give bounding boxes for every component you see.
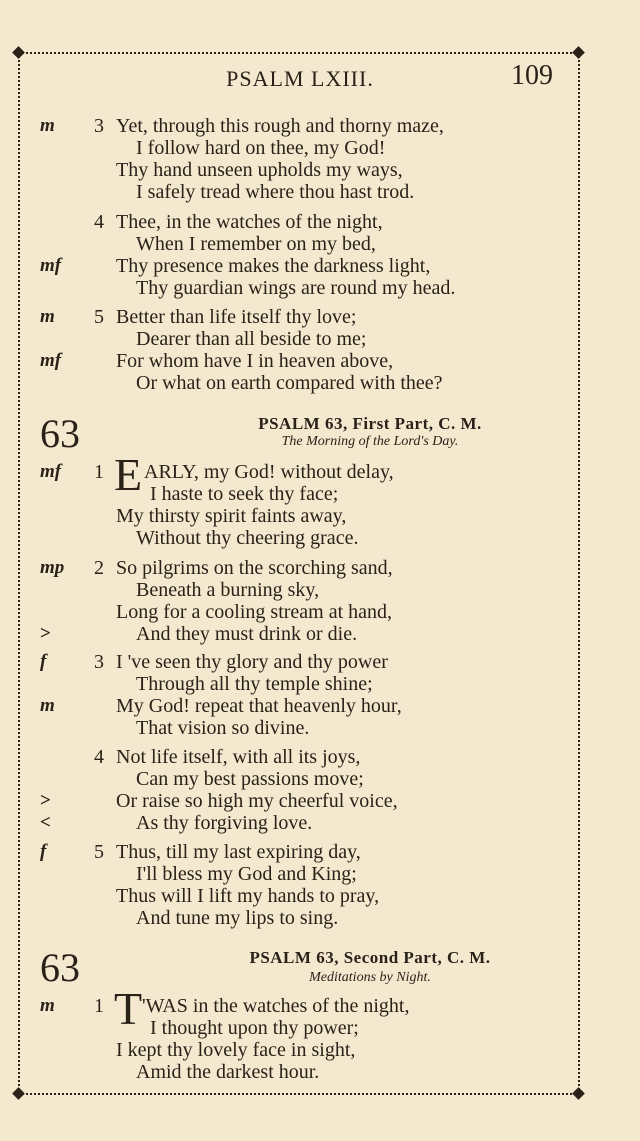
verse-line: I safely tread where thou hast trod. — [136, 181, 415, 203]
psalm-title: PSALM 63, Second Part, C. M. — [249, 948, 491, 967]
verse-line: Or what on earth compared with thee? — [136, 372, 443, 394]
verse-line: ARLY, my God! without delay, — [144, 461, 394, 483]
verse-line: And they must drink or die. — [136, 623, 358, 645]
corner-ornament-icon — [572, 46, 585, 59]
verse-line: So pilgrims on the scorching sand, — [116, 557, 393, 579]
verse-number: 4 — [94, 211, 104, 233]
verse-line: My thirsty spirit faints away, — [116, 505, 347, 527]
verse-number: 5 — [94, 841, 104, 863]
dynamic-marking: m — [40, 995, 55, 1016]
verse-line: Can my best passions move; — [136, 768, 364, 790]
verse-number: 1 — [94, 995, 104, 1017]
corner-ornament-icon — [12, 46, 25, 59]
verse-number: 4 — [94, 746, 104, 768]
page-title: PSALM LXIII. — [226, 66, 374, 91]
verse-line: Thus, till my last expiring day, — [116, 841, 361, 863]
verse-line: When I remember on my bed, — [136, 233, 376, 255]
right-border-rule — [578, 48, 580, 1098]
verse-line: Yet, through this rough and thorny maze, — [116, 115, 444, 137]
drop-cap: E — [114, 449, 143, 500]
dynamic-marking: m — [40, 115, 55, 136]
dynamic-marking: f — [40, 841, 47, 862]
verse-number: 3 — [94, 115, 104, 137]
dynamic-marking: > — [40, 623, 51, 644]
verse-line: Dearer than all beside to me; — [136, 328, 367, 350]
top-border-rule — [18, 52, 580, 54]
hymn-number: 63 — [40, 945, 80, 990]
verse-number: 2 — [94, 557, 104, 579]
corner-ornament-icon — [572, 1087, 585, 1100]
verse-line: Beneath a burning sky, — [136, 579, 320, 601]
verse-line: I follow hard on thee, my God! — [136, 137, 386, 159]
dynamic-marking: mf — [40, 461, 62, 482]
dynamic-marking: < — [40, 812, 51, 833]
verse-line: And tune my lips to sing. — [136, 907, 339, 929]
verse-line: I thought upon thy power; — [150, 1017, 359, 1039]
verse-line: Not life itself, with all its joys, — [116, 746, 361, 768]
verse-line: I 've seen thy glory and thy power — [116, 651, 388, 673]
verse-line: Thy guardian wings are round my head. — [136, 277, 456, 299]
verse-line: I haste to seek thy face; — [150, 483, 339, 505]
verse-line: Thy hand unseen upholds my ways, — [116, 159, 403, 181]
dynamic-marking: mf — [40, 255, 62, 276]
psalm-title: PSALM 63, First Part, C. M. — [258, 414, 482, 433]
bottom-border-rule — [18, 1093, 580, 1095]
verse-line: I kept thy lovely face in sight, — [116, 1039, 356, 1061]
verse-line: 'WAS in the watches of the night, — [142, 995, 410, 1017]
verse-number: 5 — [94, 306, 104, 328]
dynamic-marking: mf — [40, 350, 62, 371]
drop-cap: T — [114, 983, 143, 1034]
verse-line: Or raise so high my cheerful voice, — [116, 790, 398, 812]
verse-number: 3 — [94, 651, 104, 673]
verse-line: Long for a cooling stream at hand, — [116, 601, 393, 623]
verse-line: My God! repeat that heavenly hour, — [116, 695, 402, 717]
dynamic-marking: m — [40, 306, 55, 327]
dynamic-marking: f — [40, 651, 47, 672]
verse-line: Without thy cheering grace. — [136, 527, 359, 549]
dynamic-marking: mp — [40, 557, 65, 578]
verse-line: Better than life itself thy love; — [116, 306, 357, 328]
psalm-subtitle: The Morning of the Lord's Day. — [281, 434, 459, 449]
verse-line: For whom have I in heaven above, — [116, 350, 394, 372]
psalm-subtitle: Meditations by Night. — [309, 970, 431, 985]
verse-line: Thus will I lift my hands to pray, — [116, 885, 380, 907]
verse-line: Thy presence makes the darkness light, — [116, 255, 431, 277]
verse-line: Thee, in the watches of the night, — [116, 211, 383, 233]
page-number: 109 — [511, 60, 553, 91]
verse-line: I'll bless my God and King; — [136, 863, 357, 885]
verse-line: Through all thy temple shine; — [136, 673, 373, 695]
verse-line: Amid the darkest hour. — [136, 1061, 320, 1083]
corner-ornament-icon — [12, 1087, 25, 1100]
dynamic-marking: m — [40, 695, 55, 716]
dynamic-marking: > — [40, 790, 51, 811]
verse-line: As thy forgiving love. — [136, 812, 313, 834]
hymn-number: 63 — [40, 411, 80, 456]
verse-number: 1 — [94, 461, 104, 483]
left-border-rule — [18, 48, 20, 1098]
verse-line: That vision so divine. — [136, 717, 310, 739]
